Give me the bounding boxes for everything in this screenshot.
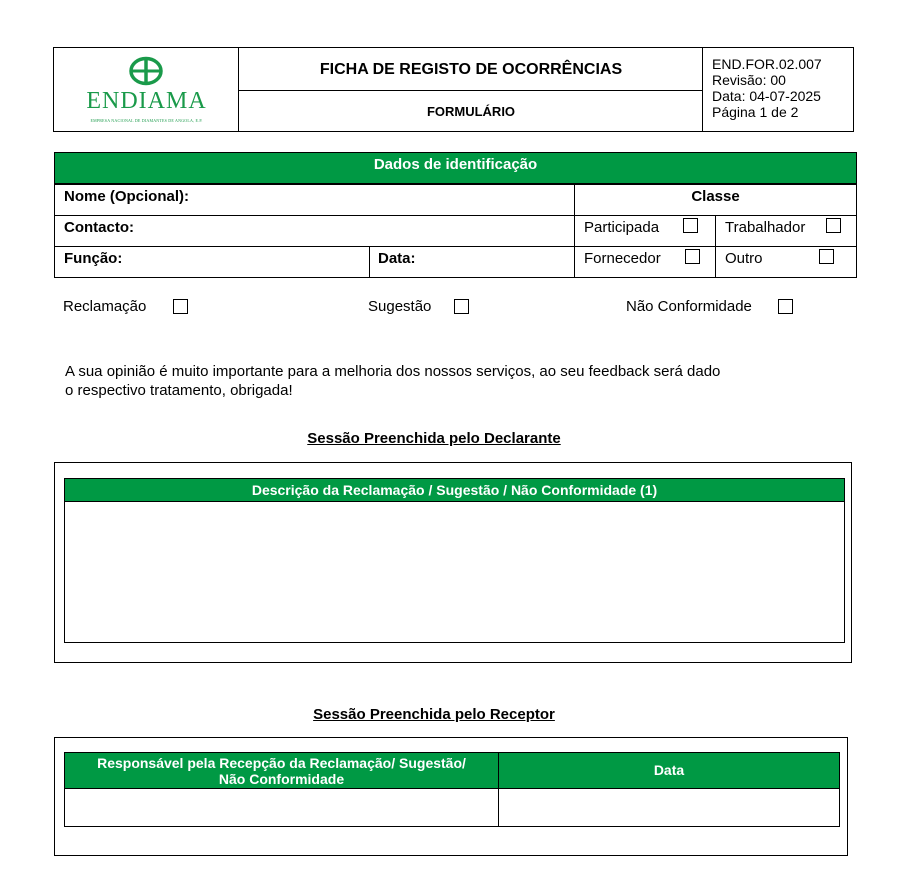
document-subtitle: FORMULÁRIO xyxy=(426,104,516,119)
contact-cell[interactable] xyxy=(54,215,575,247)
type-sugestao-checkbox[interactable] xyxy=(454,299,469,314)
endiama-logo-icon xyxy=(128,56,164,86)
responsible-header xyxy=(64,752,499,789)
identification-heading: Dados de identificação xyxy=(54,152,857,184)
receiver-date-field[interactable] xyxy=(498,788,840,827)
class-participada-label: Participada xyxy=(584,219,660,236)
name-cell[interactable] xyxy=(54,184,575,216)
date-label: Data: xyxy=(378,250,416,267)
name-label: Nome (Opcional): xyxy=(64,188,190,205)
document-title: FICHA DE REGISTO DE OCORRÊNCIAS xyxy=(319,61,623,78)
function-label: Função: xyxy=(64,250,123,267)
type-nao-conformidade-label: Não Conformidade xyxy=(626,298,752,315)
document-revision: Revisão: 00 xyxy=(712,72,786,88)
declarant-section-title: Sessão Preenchida pelo Declarante xyxy=(307,430,561,447)
contact-label: Contacto: xyxy=(64,219,134,236)
receiver-section-title: Sessão Preenchida pelo Receptor xyxy=(313,706,555,723)
class-fornecedor-cell xyxy=(574,246,716,278)
class-participada-cell xyxy=(574,215,716,247)
class-outro-label: Outro xyxy=(725,250,763,267)
function-cell[interactable] xyxy=(54,246,370,278)
responsible-header-line1: Responsável pela Recepção da Reclamação/ Sugestão/ xyxy=(97,755,466,771)
feedback-note-line1: A sua opinião é muito importante para a melhoria dos nossos serviços, ao seu feedback será dado xyxy=(65,363,721,380)
date-cell[interactable] xyxy=(369,246,575,278)
class-participada-checkbox[interactable] xyxy=(683,218,698,233)
responsible-field[interactable] xyxy=(64,788,499,827)
type-sugestao-label: Sugestão xyxy=(368,298,432,315)
description-header: Descrição da Reclamação / Sugestão / Não Conformidade (1) xyxy=(64,478,845,502)
document-meta xyxy=(712,56,852,120)
class-trabalhador-label: Trabalhador xyxy=(725,219,806,236)
class-outro-cell xyxy=(715,246,857,278)
document-code: END.FOR.02.007 xyxy=(712,56,822,72)
subtitle-cell xyxy=(239,91,703,131)
class-trabalhador-cell xyxy=(715,215,857,247)
declarant-frame xyxy=(54,462,852,663)
logo-subtitle: EMPRESA NACIONAL DE DIAMANTES DE ANGOLA, E.P. xyxy=(90,118,203,123)
document-header xyxy=(53,47,854,132)
receiver-frame xyxy=(54,737,848,856)
type-reclamacao-checkbox[interactable] xyxy=(173,299,188,314)
class-trabalhador-checkbox[interactable] xyxy=(826,218,841,233)
class-label: Classe xyxy=(691,188,740,205)
class-fornecedor-label: Fornecedor xyxy=(584,250,661,267)
responsible-header-line2: Não Conformidade xyxy=(218,771,345,787)
class-fornecedor-checkbox[interactable] xyxy=(685,249,700,264)
description-field[interactable] xyxy=(64,501,845,643)
feedback-note-line2: o respectivo tratamento, obrigada! xyxy=(65,382,293,399)
type-reclamacao-label: Reclamação xyxy=(63,298,147,315)
title-cell xyxy=(239,48,703,91)
logo-name: ENDIAMA xyxy=(86,88,207,114)
logo-cell xyxy=(54,48,239,131)
type-nao-conformidade-checkbox[interactable] xyxy=(778,299,793,314)
receiver-date-header: Data xyxy=(498,752,840,789)
document-page: Página 1 de 2 xyxy=(712,104,799,120)
class-outro-checkbox[interactable] xyxy=(819,249,834,264)
document-date: Data: 04-07-2025 xyxy=(712,88,821,104)
class-cell xyxy=(574,184,857,216)
